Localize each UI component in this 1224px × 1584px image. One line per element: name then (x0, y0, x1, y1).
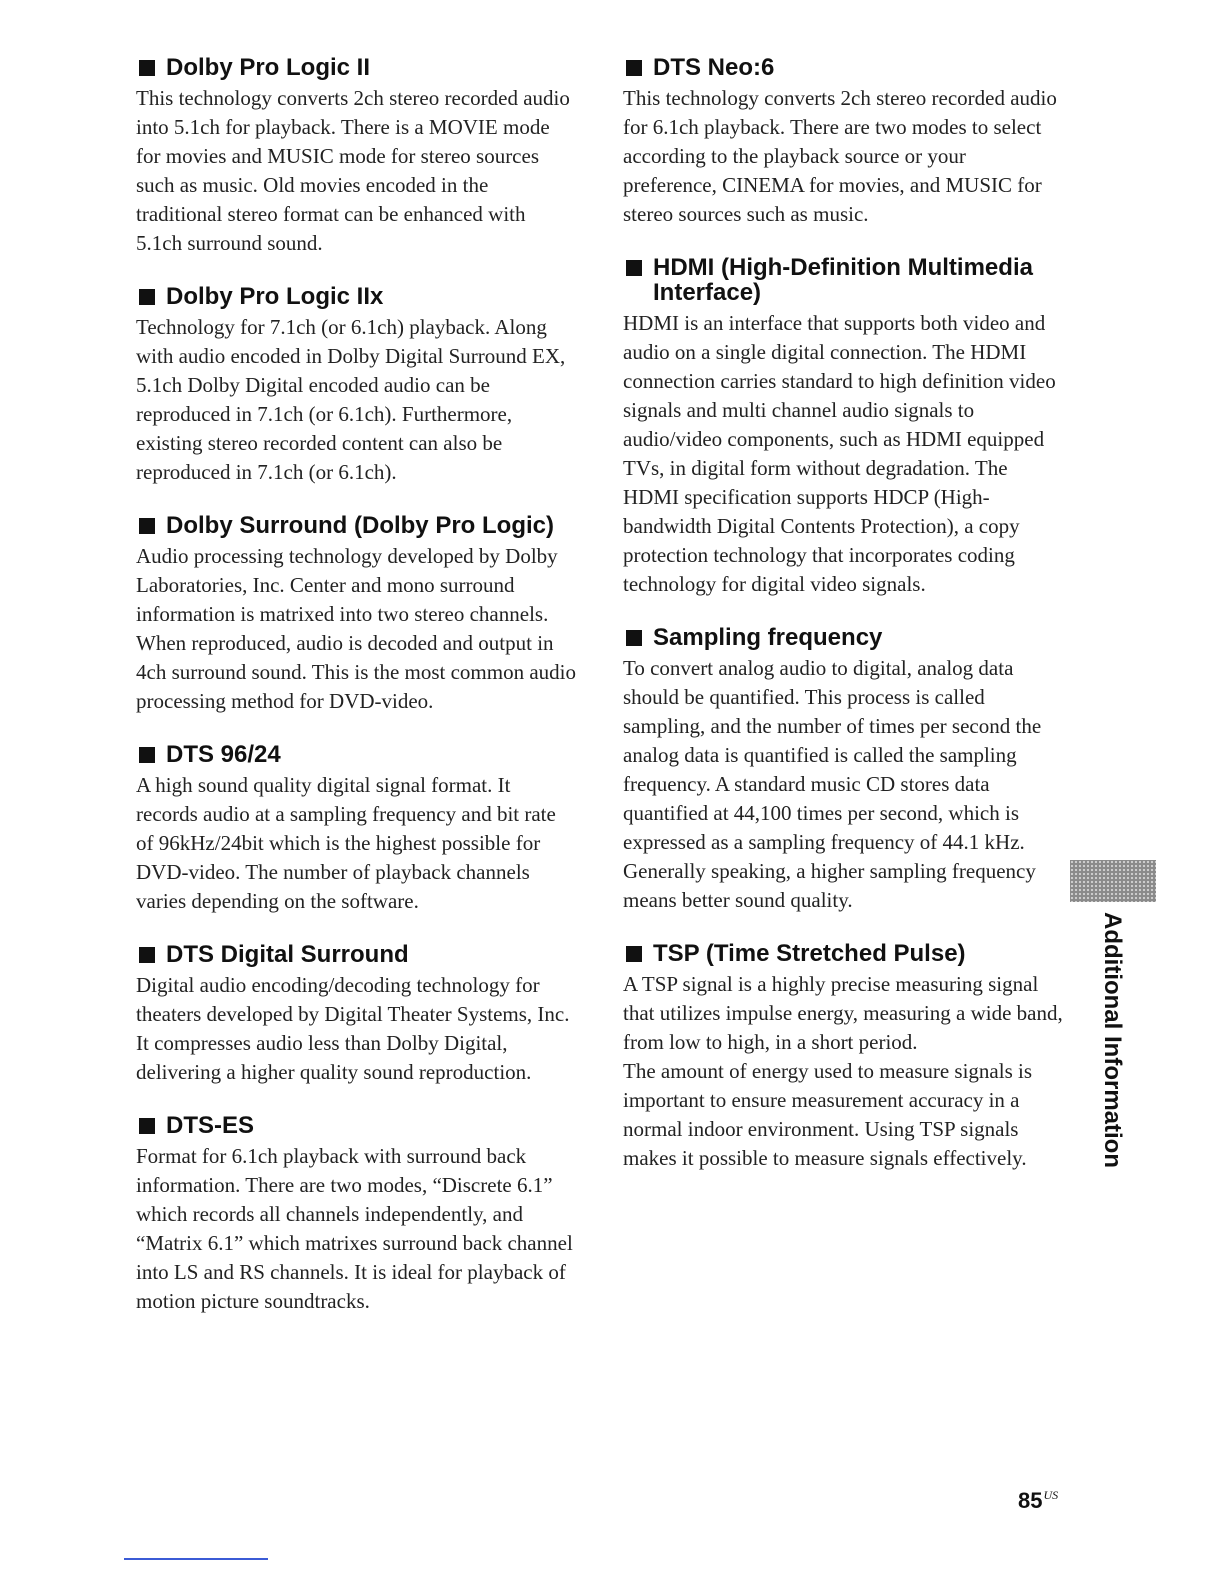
entry-heading: DTS-ES (136, 1113, 576, 1138)
entry-body: Audio processing technology developed by Dolby Laboratories, Inc. Center and mono surround information is matrixed into two stereo channels. When reproduced, audio is decoded and output in 4ch surround sound. This is the most common audio processing method for DVD-video. (136, 544, 577, 713)
entry-body-continued: The amount of energy used to measure signals is important to ensure measurement accuracy in a normal indoor environment. Using TSP signals makes it possible to measure signals effectively. (623, 1059, 1033, 1170)
glossary-entry-dolby-pro-logic-iix (136, 284, 576, 487)
page-number (1018, 1488, 1058, 1514)
entry-body: Technology for 7.1ch (or 6.1ch) playback. Along with audio encoded in Dolby Digital Surround EX, 5.1ch Dolby Digital encoded audio can be reproduced in 7.1ch (or 6.1ch). Furthermore, existing stereo recorded content can also be reproduced in 7.1ch (or 6.1ch). (136, 315, 566, 484)
entry-body: Format for 6.1ch playback with surround back information. There are two modes, “Discrete 6.1” which records all channels independently, and “Matrix 6.1” which matrixes surround back channel into LS and RS channels. It is ideal for playback of motion picture soundtracks. (136, 1144, 573, 1313)
left-column (136, 55, 576, 1342)
glossary-entry-tsp (623, 941, 1063, 1173)
entry-body: This technology converts 2ch stereo recorded audio for 6.1ch playback. There are two modes to select according to the playback source or your preference, CINEMA for movies, and MUSIC for stereo sources such as music. (623, 86, 1057, 226)
entry-body: A high sound quality digital signal format. It records audio at a sampling frequency and bit rate of 96kHz/24bit which is the highest possible for DVD-video. The number of playback channels varies depending on the software. (136, 773, 556, 913)
page-number-value: 85 (1018, 1488, 1043, 1513)
entry-body: To convert analog audio to digital, analog data should be quantified. This process is called sampling, and the number of times per second the analog data is quantified is called the sampling frequency. A standard music CD stores data quantified at 44,100 times per second, which is expressed as a sampling frequency of 44.1 kHz. Generally speaking, a higher sampling frequency means better sound quality. (623, 656, 1042, 912)
entry-heading: Dolby Pro Logic IIx (136, 284, 576, 309)
glossary-entry-dts-digital-surround (136, 942, 576, 1087)
section-tab-marker (1070, 860, 1156, 902)
entry-body: HDMI is an interface that supports both video and audio on a single digital connection. The HDMI connection carries standard to high definition video signals and multi channel audio signals to audio/video components, such as HDMI equipped TVs, in digital form without degradation. The HDMI specification supports HDCP (High-bandwidth Digital Contents Protection), a copy protection technology that incorporates coding technology for digital video signals. (623, 311, 1056, 596)
glossary-entry-dts-96-24 (136, 742, 576, 916)
glossary-entry-dolby-pro-logic-ii (136, 55, 576, 258)
glossary-entry-hdmi (623, 255, 1063, 599)
entry-heading: DTS 96/24 (136, 742, 576, 767)
footer-rule (124, 1558, 268, 1560)
entry-body: This technology converts 2ch stereo recorded audio into 5.1ch for playback. There is a MOVIE mode for movies and MUSIC mode for stereo sources such as music. Old movies encoded in the traditional stereo format can be enhanced with 5.1ch surround sound. (136, 86, 570, 255)
page-number-suffix: US (1043, 1488, 1059, 1502)
entry-heading: TSP (Time Stretched Pulse) (623, 941, 1063, 966)
entry-heading: DTS Neo:6 (623, 55, 1063, 80)
entry-heading: HDMI (High-Definition Multimedia Interface) (623, 255, 1063, 305)
glossary-entry-sampling-frequency (623, 625, 1063, 915)
entry-heading: DTS Digital Surround (136, 942, 576, 967)
glossary-entry-dts-neo6 (623, 55, 1063, 229)
glossary-entry-dolby-surround (136, 513, 576, 716)
entry-heading: Dolby Pro Logic II (136, 55, 576, 80)
right-column (623, 55, 1063, 1199)
entry-heading: Sampling frequency (623, 625, 1063, 650)
entry-body: A TSP signal is a highly precise measuring signal that utilizes impulse energy, measuring a wide band, from low to high, in a short period. (623, 972, 1063, 1054)
glossary-entry-dts-es (136, 1113, 576, 1316)
entry-body: Digital audio encoding/decoding technology for theaters developed by Digital Theater Systems, Inc. It compresses audio less than Dolby Digital, delivering a higher quality sound reproduction. (136, 973, 570, 1084)
entry-heading: Dolby Surround (Dolby Pro Logic) (136, 513, 576, 538)
section-tab-label: Additional Information (1099, 912, 1126, 1168)
